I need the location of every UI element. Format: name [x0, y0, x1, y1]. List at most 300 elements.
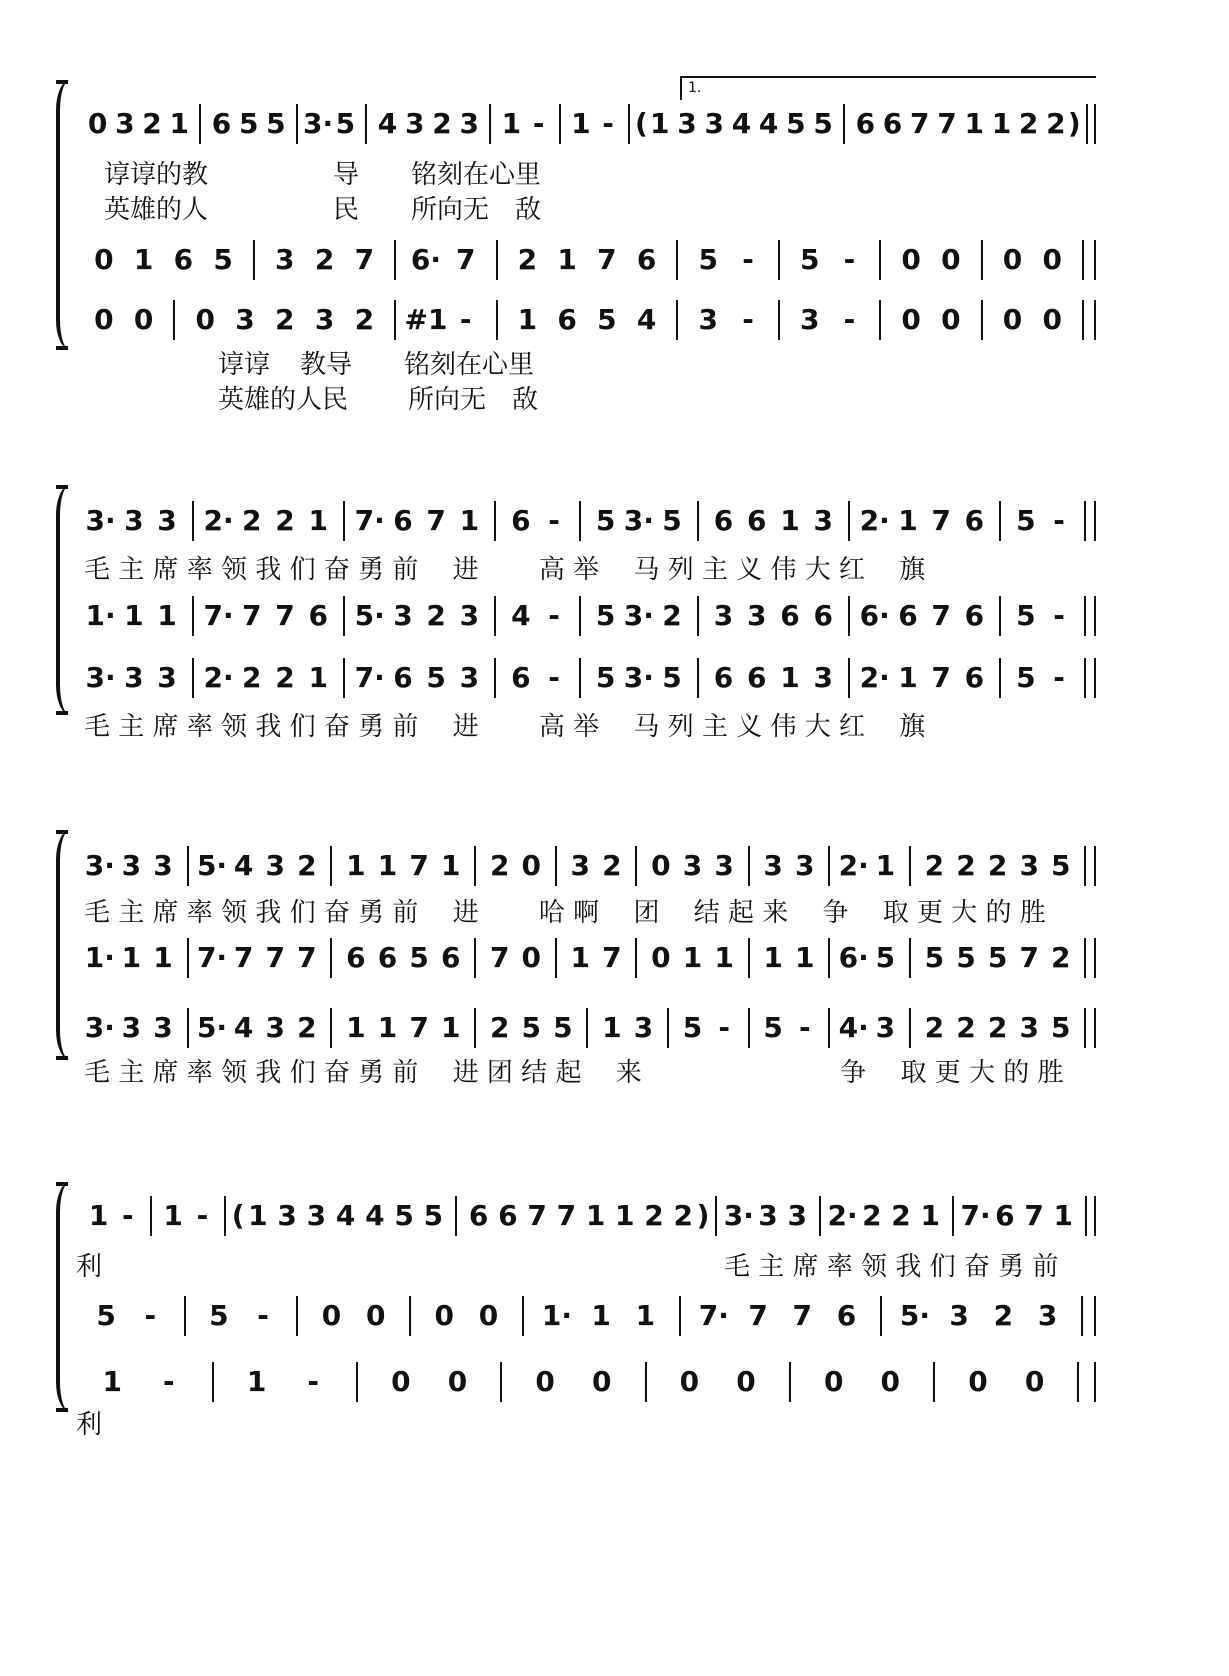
note: 1	[795, 941, 815, 974]
note: 5	[662, 504, 682, 537]
note: 2	[242, 661, 262, 694]
note: 2	[1018, 107, 1039, 140]
barline	[356, 1362, 358, 1402]
note: 3	[124, 504, 144, 537]
note: 1	[585, 1199, 606, 1232]
lyric-word: 英雄的人民	[218, 385, 349, 415]
barline	[150, 1196, 152, 1236]
note: 5	[799, 243, 820, 276]
note: 1	[124, 599, 144, 632]
note: 5	[521, 1011, 542, 1044]
lyric-line: 毛 主 席 率 领 我 们 奋 勇 前	[724, 1252, 1059, 1282]
note: 3	[799, 303, 820, 336]
note: 3	[813, 504, 833, 537]
note: 1	[635, 1299, 656, 1332]
note: 6	[995, 1199, 1015, 1232]
note: 2	[489, 1011, 510, 1044]
note: 1	[346, 1011, 366, 1044]
note: 7	[597, 243, 617, 276]
note: 5	[266, 107, 286, 140]
note: 4	[731, 107, 752, 140]
note: 6·	[859, 599, 890, 632]
dash-extension: -	[548, 661, 560, 694]
note: 2·	[838, 849, 869, 882]
barline-end	[1094, 1362, 1096, 1402]
note: 1	[570, 941, 591, 974]
note: 6	[498, 1199, 518, 1232]
note: 7·	[203, 599, 234, 632]
note: 5	[662, 661, 682, 694]
note: 0	[87, 107, 108, 140]
note: 1	[102, 1365, 123, 1398]
note: 7	[910, 107, 930, 140]
note: 5	[595, 504, 616, 537]
note: 6	[898, 599, 918, 632]
barline	[952, 1196, 954, 1236]
dash-extension: -	[122, 1199, 134, 1232]
lyric-line: 利	[76, 1252, 103, 1282]
note: 2	[987, 849, 1008, 882]
note: 2	[314, 243, 335, 276]
note: 3	[153, 849, 173, 882]
lyric-line: 利	[76, 1410, 103, 1440]
barline	[296, 1296, 298, 1336]
note: 1	[763, 941, 783, 974]
note: 5	[987, 941, 1008, 974]
note: 2	[354, 303, 375, 336]
barline	[212, 1362, 214, 1402]
note: 2	[891, 1199, 911, 1232]
lyric-word: 导	[333, 160, 360, 190]
note: 6	[346, 941, 366, 974]
dash-extension: -	[163, 1365, 175, 1398]
note: 3	[459, 107, 479, 140]
dash-extension: -	[718, 1011, 730, 1044]
note: 0	[478, 1299, 499, 1332]
note: 4	[233, 849, 254, 882]
note: 0	[1042, 303, 1062, 336]
note: 1	[308, 661, 328, 694]
lyric-word: 谆谆	[218, 350, 271, 380]
note: 7	[602, 941, 622, 974]
note: 2	[426, 599, 446, 632]
note: 5	[1016, 661, 1036, 694]
note: 1	[459, 504, 480, 537]
note: 0	[434, 1299, 454, 1332]
note: 3·	[85, 504, 116, 537]
note: 1	[875, 849, 896, 882]
note: 0	[447, 1365, 468, 1398]
note: 7	[242, 599, 262, 632]
note: 7	[426, 504, 446, 537]
dash-extension: -	[1053, 599, 1065, 632]
note: 5	[763, 1011, 783, 1044]
barline	[1081, 1296, 1083, 1336]
note: 2	[602, 849, 622, 882]
note: 0	[521, 849, 542, 882]
staff-line	[0, 1300, 1229, 1344]
note: 2·	[827, 1199, 858, 1232]
barline	[1085, 1196, 1087, 1236]
note: 2	[1051, 941, 1071, 974]
note: 2	[662, 599, 682, 632]
note: 5	[209, 1299, 229, 1332]
note: 5	[96, 1299, 116, 1332]
note: 3	[633, 1011, 654, 1044]
note: 7·	[354, 661, 385, 694]
note: 5	[1051, 1011, 1071, 1044]
note: 1·	[85, 599, 116, 632]
note: 5	[813, 107, 833, 140]
note: 5	[595, 661, 616, 694]
barline	[224, 1196, 226, 1236]
note: 3	[813, 661, 833, 694]
note: 6	[393, 504, 413, 537]
note: 3·	[623, 599, 654, 632]
note: 6	[964, 599, 985, 632]
lyric-line: 毛 主 席 率 领 我 们 奋 勇 前 进 哈 啊 团 结 起 来 争 取 更 大 的 胜	[84, 898, 1046, 928]
dash-extension: -	[798, 1011, 811, 1044]
note: 2	[275, 661, 295, 694]
dash-extension: -	[548, 599, 560, 632]
note: 4	[636, 303, 657, 336]
barline	[715, 1196, 717, 1236]
staff-line	[0, 1200, 1229, 1244]
note: 6	[713, 661, 734, 694]
dash-extension: -	[307, 1365, 319, 1398]
note: 4	[511, 599, 531, 632]
note: 6·	[838, 941, 869, 974]
note: 1·	[541, 1299, 573, 1332]
note: 1	[121, 941, 142, 974]
barline	[500, 1362, 502, 1402]
note: 4	[377, 107, 398, 140]
note: 3	[265, 849, 285, 882]
note: 6	[211, 107, 232, 140]
note: 6	[747, 504, 767, 537]
note: 6	[713, 504, 734, 537]
note: 0	[651, 941, 671, 974]
note: 0	[133, 303, 154, 336]
note: 1	[169, 107, 190, 140]
note: 6	[836, 1299, 857, 1332]
note: 3	[459, 661, 480, 694]
lyric-word: 英雄的人	[104, 195, 209, 225]
barline	[789, 1362, 791, 1402]
note: 7·	[196, 941, 228, 974]
note: 7·	[698, 1299, 729, 1332]
note: 5	[597, 303, 617, 336]
note: 3·	[623, 504, 654, 537]
note: 0	[321, 1299, 342, 1332]
note: 3	[121, 1011, 142, 1044]
note: 2	[924, 849, 945, 882]
barline	[455, 1196, 457, 1236]
note: 1·	[84, 941, 115, 974]
note: 4	[758, 107, 779, 140]
note: 0	[94, 303, 114, 336]
note: 7	[937, 107, 957, 140]
note: 3	[1037, 1299, 1058, 1332]
note: 6	[393, 661, 413, 694]
note: 7	[297, 941, 317, 974]
note: 7	[931, 661, 951, 694]
dash-extension: -	[548, 504, 560, 537]
note: 1	[377, 849, 398, 882]
lyric-word: 铭刻在心里	[411, 160, 542, 190]
lyric-line: 毛 主 席 率 领 我 们 奋 勇 前 进 高 举 马 列 主 义 伟 大 红 旗	[84, 712, 926, 742]
note: 1	[650, 107, 670, 140]
barline	[184, 1296, 186, 1336]
barline	[679, 1296, 681, 1336]
note: 5	[595, 599, 616, 632]
note: 5	[409, 941, 429, 974]
barline-end	[1094, 1296, 1096, 1336]
note: 1	[991, 107, 1012, 140]
note: 1	[517, 303, 538, 336]
note: 6	[468, 1199, 489, 1232]
lyric-word: 所向无 敌	[411, 195, 542, 225]
note: 7	[354, 243, 375, 276]
note: 1	[248, 1199, 268, 1232]
note: 5	[394, 1199, 414, 1232]
note: 2·	[859, 661, 890, 694]
note: 5	[786, 107, 806, 140]
note: 4	[233, 1011, 254, 1044]
note: 0	[1024, 1365, 1045, 1398]
note: 0	[941, 243, 961, 276]
volta-label: 1.	[688, 80, 702, 96]
note: 7	[527, 1199, 547, 1232]
note: 3·	[623, 661, 654, 694]
dash-extension: -	[742, 303, 754, 336]
note: 6·	[410, 243, 442, 276]
note: 6	[747, 661, 767, 694]
dash-extension: -	[602, 107, 614, 140]
note: 3	[758, 1199, 778, 1232]
parenthesis: (	[231, 1199, 245, 1232]
note: 1	[615, 1199, 635, 1232]
note: 2	[924, 1011, 945, 1044]
note: 5·	[196, 1011, 228, 1044]
dash-extension: -	[1053, 504, 1065, 537]
note: 2	[275, 303, 295, 336]
note: 3	[314, 303, 335, 336]
note: 2	[987, 1011, 1008, 1044]
dash-extension: -	[843, 243, 856, 276]
note: 2	[956, 1011, 976, 1044]
note: 3	[393, 599, 413, 632]
note: 2·	[203, 661, 234, 694]
note: 5	[238, 107, 259, 140]
dash-extension: -	[1053, 661, 1065, 694]
barline	[1077, 1362, 1079, 1402]
note: 5·	[899, 1299, 931, 1332]
note: 1	[602, 1011, 622, 1044]
lyric-word: 教导	[300, 350, 353, 380]
note: 0	[591, 1365, 612, 1398]
note: 7	[489, 941, 510, 974]
note: 3	[570, 849, 591, 882]
note: 4·	[838, 1011, 869, 1044]
note: 6	[964, 504, 985, 537]
barline	[880, 1296, 882, 1336]
note: 3	[677, 107, 697, 140]
note: 2·	[859, 504, 890, 537]
note: 7	[455, 243, 476, 276]
dash-extension: -	[459, 303, 472, 336]
note: 0	[1002, 303, 1023, 336]
note: 2	[956, 849, 976, 882]
note: 1	[163, 1199, 183, 1232]
note: 3	[235, 303, 255, 336]
note: 2·	[203, 504, 234, 537]
note: 1	[153, 941, 173, 974]
note: 3	[121, 849, 142, 882]
note: 3·	[84, 1011, 115, 1044]
note: 2	[275, 504, 295, 537]
note: #1	[404, 303, 448, 336]
note: 0	[968, 1365, 988, 1398]
note: 0	[365, 1299, 386, 1332]
note: 1	[591, 1299, 611, 1332]
note: 1	[920, 1199, 941, 1232]
note: 4	[335, 1199, 356, 1232]
note: 3·	[303, 107, 334, 140]
note: 3	[306, 1199, 327, 1232]
note: 6	[440, 941, 461, 974]
note: 6	[308, 599, 328, 632]
dash-extension: -	[843, 303, 856, 336]
note: 5	[213, 243, 233, 276]
note: 2	[242, 504, 262, 537]
note: 1	[308, 504, 328, 537]
note: 1	[88, 1199, 109, 1232]
note: 6	[377, 941, 398, 974]
note: 1	[682, 941, 703, 974]
note: 5·	[354, 599, 385, 632]
note: 5	[924, 941, 945, 974]
note: 7	[233, 941, 254, 974]
note: 2	[297, 849, 317, 882]
note: 5·	[196, 849, 228, 882]
note: 1	[714, 941, 734, 974]
note: 0	[94, 243, 114, 276]
note: 0	[679, 1365, 700, 1398]
note: 3	[682, 849, 703, 882]
note: 5	[335, 107, 356, 140]
note: 5	[553, 1011, 573, 1044]
note: 5	[1051, 849, 1071, 882]
parenthesis: (	[634, 107, 648, 140]
note: 0	[535, 1365, 555, 1398]
note: 0	[736, 1365, 756, 1398]
note: 3	[1019, 849, 1039, 882]
note: 0	[901, 243, 921, 276]
dash-extension: -	[196, 1199, 209, 1232]
note: 6	[855, 107, 876, 140]
note: 7	[748, 1299, 768, 1332]
note: 3	[153, 1011, 173, 1044]
staff-line	[0, 1366, 1229, 1410]
note: 3	[265, 1011, 285, 1044]
note: 3	[949, 1299, 969, 1332]
note: 1	[440, 1011, 461, 1044]
note: 1	[780, 504, 800, 537]
note: 7	[409, 849, 429, 882]
note: 0	[651, 849, 671, 882]
note: 7	[556, 1199, 577, 1232]
note: 6	[636, 243, 657, 276]
dash-extension: -	[144, 1299, 157, 1332]
note: 1	[571, 107, 591, 140]
note: 1	[557, 243, 577, 276]
barline	[409, 1296, 411, 1336]
note: 1	[133, 243, 154, 276]
lyric-word: 铭刻在心里	[404, 350, 535, 380]
note: 3	[275, 243, 295, 276]
lyric-word: 民	[333, 195, 360, 225]
lyric-word: 所向无 敌	[408, 385, 539, 415]
note: 6	[882, 107, 903, 140]
note: 1	[780, 661, 800, 694]
note: 3	[787, 1199, 808, 1232]
note: 3	[698, 303, 719, 336]
note: 3	[704, 107, 724, 140]
note: 5	[426, 661, 446, 694]
note: 2	[432, 107, 452, 140]
note: 3	[157, 661, 177, 694]
note: 6	[511, 504, 531, 537]
note: 6	[964, 661, 985, 694]
note: 1	[377, 1011, 398, 1044]
barline	[933, 1362, 935, 1402]
parenthesis: )	[1067, 107, 1081, 140]
note: 3	[459, 599, 480, 632]
note: 2	[489, 849, 510, 882]
note: 1	[157, 599, 177, 632]
note: 2	[993, 1299, 1014, 1332]
note: 5	[1016, 504, 1036, 537]
note: 3·	[84, 849, 115, 882]
note: 0	[521, 941, 542, 974]
note: 3	[747, 599, 767, 632]
note: 5	[875, 941, 896, 974]
note: 6	[780, 599, 800, 632]
note: 1	[440, 849, 461, 882]
note: 3	[795, 849, 815, 882]
note: 2	[1046, 107, 1066, 140]
lyric-line: 毛 主 席 率 领 我 们 奋 勇 前 进 高 举 马 列 主 义 伟 大 红 旗	[84, 555, 926, 585]
barline-end	[1094, 1196, 1096, 1236]
note: 6	[557, 303, 577, 336]
note: 7	[931, 599, 951, 632]
note: 5	[698, 243, 719, 276]
note: 3	[277, 1199, 297, 1232]
note: 7·	[354, 504, 385, 537]
note: 7·	[960, 1199, 991, 1232]
note: 5	[1016, 599, 1036, 632]
note: 0	[1042, 243, 1062, 276]
barline	[645, 1362, 647, 1402]
note: 7	[265, 941, 285, 974]
note: 3	[1019, 1011, 1039, 1044]
note: 6	[813, 599, 833, 632]
note: 5	[423, 1199, 444, 1232]
dash-extension: -	[257, 1299, 269, 1332]
note: 5	[956, 941, 976, 974]
note: 3	[157, 504, 177, 537]
